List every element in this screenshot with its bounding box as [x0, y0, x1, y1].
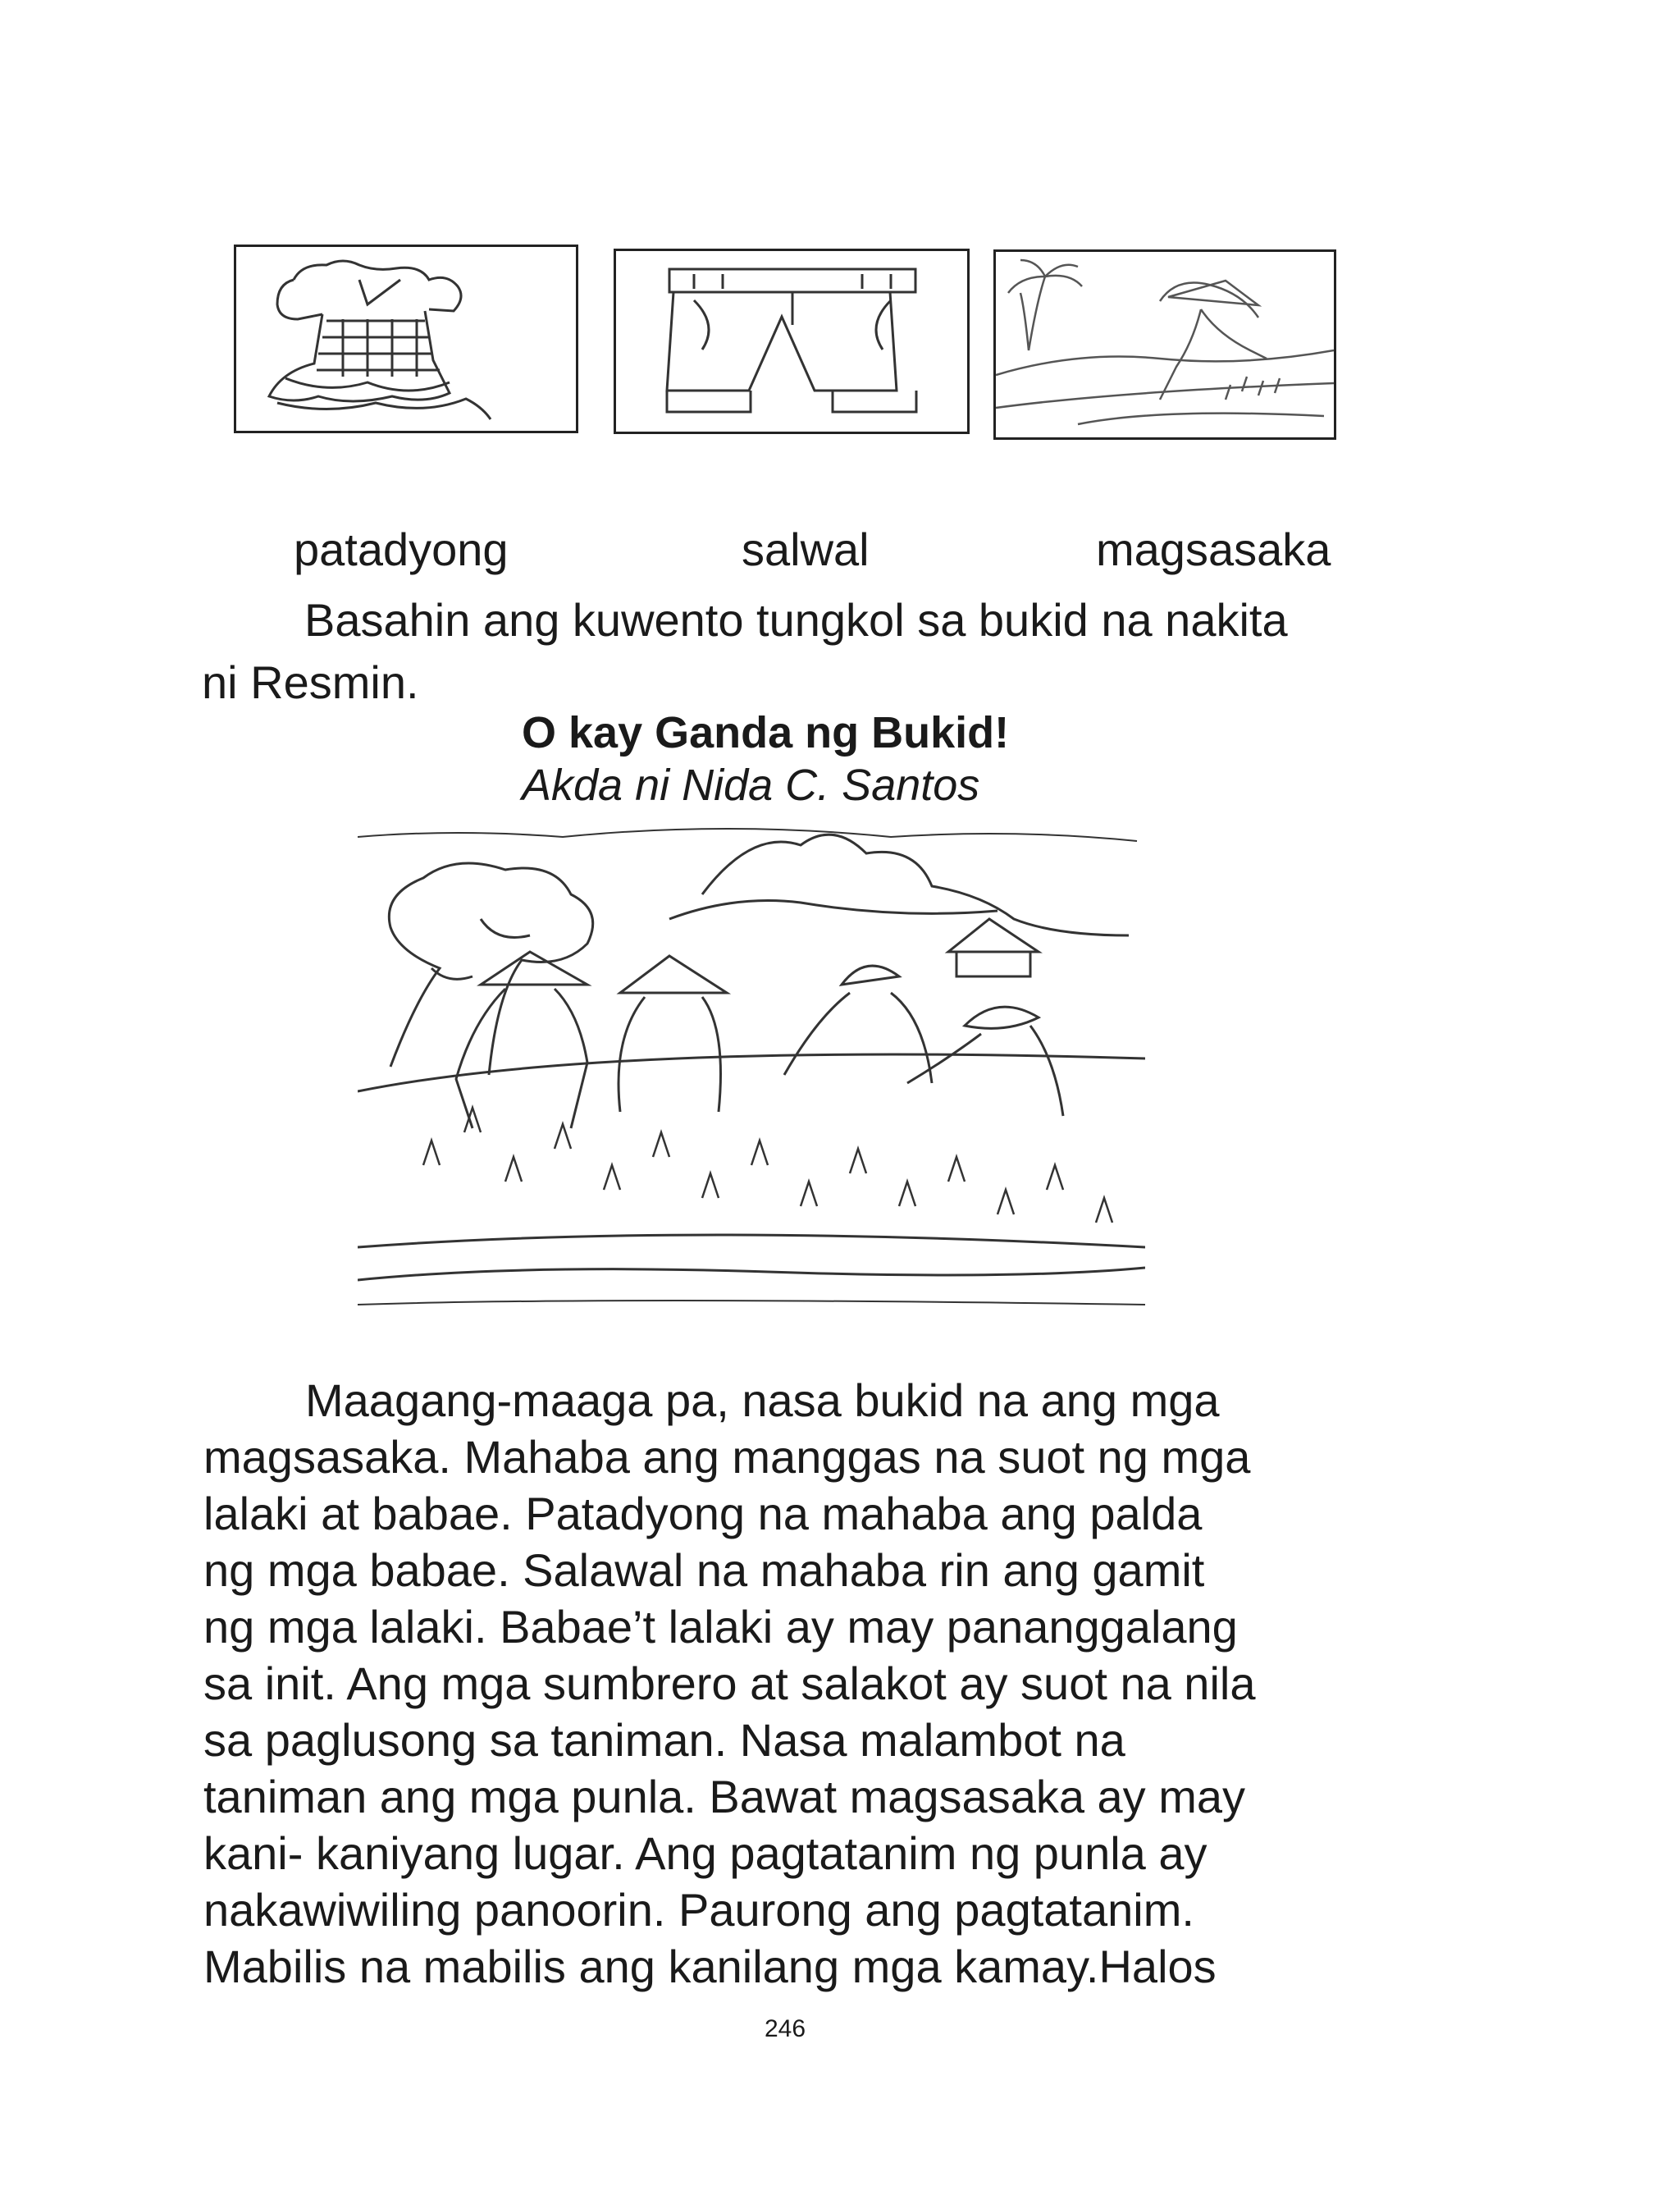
patadyong-blouse-icon — [236, 247, 576, 431]
vocab-label-magsasaka: magsasaka — [1096, 523, 1331, 575]
vocab-label-patadyong: patadyong — [294, 523, 509, 575]
story-line: sa init. Ang mga sumbrero at salakot ay suot na nila — [203, 1657, 1256, 1709]
story-title: O kay Ganda ng Bukid! — [522, 708, 1010, 757]
story-line: ng mga babae. Salawal na mahaba rin ang gamit — [203, 1544, 1205, 1596]
story-line: Maagang-maaga pa, nasa bukid na ang mga — [305, 1374, 1220, 1426]
story-line: Mabilis na mabilis ang kanilang mga kamay.Halos — [203, 1941, 1217, 1992]
shorts-icon — [616, 251, 967, 432]
vocab-label-salwal: salwal — [742, 523, 870, 575]
story-body — [203, 1372, 1483, 1995]
page-number: 246 — [765, 2015, 806, 2042]
story-author: Akda ni Nida C. Santos — [522, 761, 980, 810]
story-line: sa paglusong sa taniman. Nasa malambot na — [203, 1714, 1125, 1766]
story-line: taniman ang mga punla. Bawat magsasaka ay may — [203, 1771, 1246, 1822]
instruction-line-1: Basahin ang kuwento tungkol sa bukid na nakita — [304, 594, 1288, 646]
magsasaka-picture-box — [993, 249, 1336, 440]
story-line: magsasaka. Mahaba ang manggas na suot ng mga — [203, 1431, 1251, 1483]
salwal-picture-box — [614, 249, 970, 434]
instruction-line-2: ni Resmin. — [202, 656, 419, 708]
rice-field-planting-illustration — [358, 821, 1145, 1323]
story-line: nakawiwiling panoorin. Paurong ang pagtatanim. — [203, 1884, 1194, 1936]
farmer-planting-icon — [996, 252, 1334, 437]
story-line: lalaki at babae. Patadyong na mahaba ang palda — [203, 1488, 1203, 1539]
patadyong-picture-box — [234, 245, 578, 433]
story-line: ng mga lalaki. Babae’t lalaki ay may pananggalang — [203, 1601, 1238, 1653]
story-illustration — [358, 821, 1145, 1323]
story-line: kani- kaniyang lugar. Ang pagtatanim ng punla ay — [203, 1827, 1208, 1879]
